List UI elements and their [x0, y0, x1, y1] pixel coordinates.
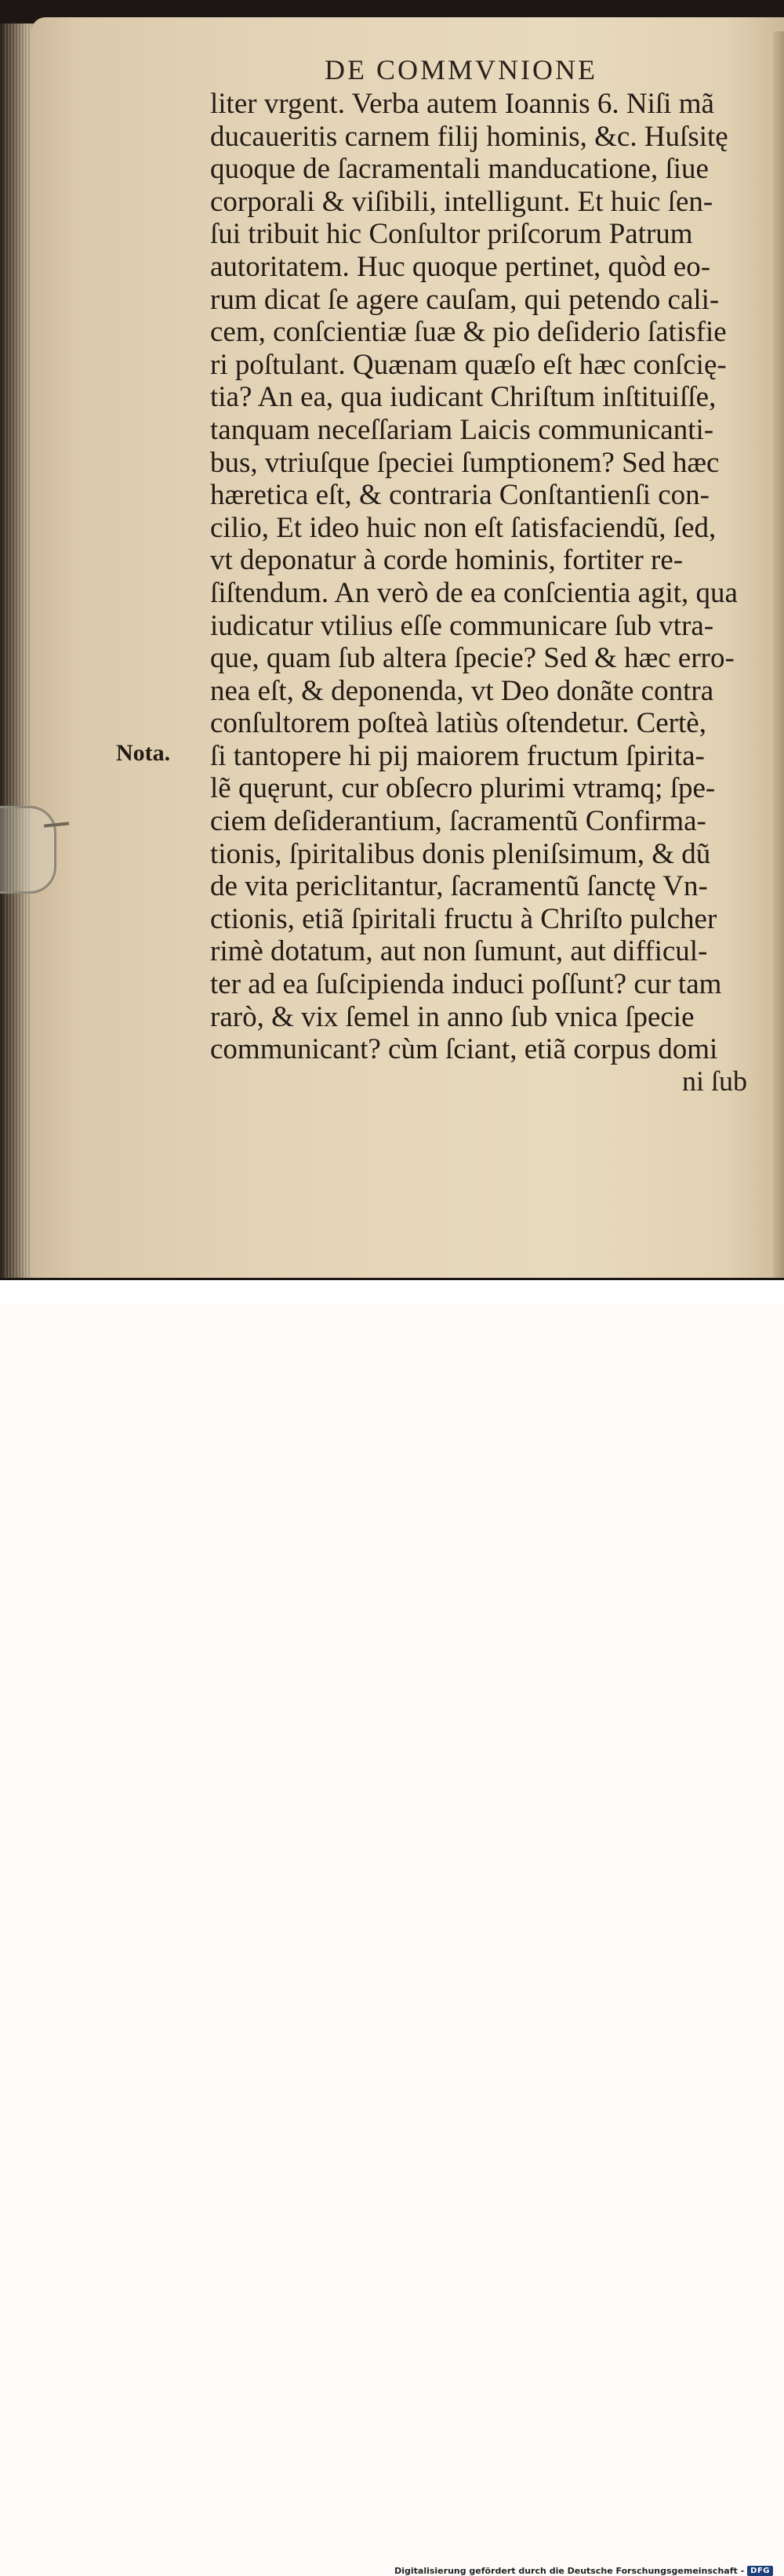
text-line: ſui tribuit hic Conſultor priſcorum Patrum	[210, 218, 693, 251]
credit-text: Digitalisierung gefördert durch die Deutsche Forschungsgemeinschaft -	[394, 2566, 745, 2576]
text-line: hæretica eſt, & contraria Conſtantienſi con-	[210, 479, 710, 512]
running-head: DE COMMVNIONE	[325, 54, 597, 85]
text-line: tanquam neceſſariam Laicis communicanti-	[210, 413, 714, 446]
page-edges	[5, 24, 33, 1278]
text-line: autoritatem. Huc quoque pertinet, quòd eo-	[210, 250, 711, 283]
text-line: nea eſt, & deponenda, vt Deo donãte contra	[210, 674, 714, 707]
text-line: ctionis, etiã ſpiritali fructu à Chriſto pulcher	[210, 902, 717, 935]
main-text	[210, 88, 782, 1066]
text-line: communicant? cùm ſciant, etiã corpus domi	[210, 1033, 718, 1066]
text-line: conſultorem poſteà latiùs oſtendetur. Certè,	[210, 707, 706, 740]
bookmark-ribbon	[0, 806, 56, 894]
text-line: tionis, ſpiritalibus donis pleniſsimum, & dũ	[210, 837, 711, 870]
text-line: rimè dotatum, aut non ſumunt, aut difficul-	[210, 935, 708, 968]
dfg-logo: DFG	[747, 2566, 773, 2576]
text-line: corporali & viſibili, intelligunt. Et huic ſen-	[210, 185, 713, 218]
footer-strip	[0, 1280, 784, 2576]
text-line: ciem deſiderantium, ſacramentũ Confirma-	[210, 805, 706, 838]
text-line: bus, vtriuſque ſpeciei ſumptionem? Sed hæc	[210, 446, 720, 479]
text-line: lẽ quęrunt, cur obſecro plurimi vtramq; ſpe-	[210, 772, 716, 805]
margin-note: Nota.	[116, 740, 171, 766]
text-line: rum dicat ſe agere cauſam, qui petendo cali-	[210, 283, 720, 316]
text-line: cilio, Et ideo huic non eſt ſatisfaciendũ, ſed,	[210, 511, 717, 544]
text-line: rarò, & vix ſemel in anno ſub vnica ſpecie	[210, 1000, 695, 1033]
text-line: ducaueritis carnem filij hominis, &c. Huſsitę	[210, 120, 728, 153]
catchword: ni ſub	[682, 1065, 748, 1097]
text-line: tia? An ea, qua iudicant Chriſtum inſtituiſſe,	[210, 381, 717, 414]
text-line: liter vrgent. Verba autem Ioannis 6. Niſi mã	[210, 88, 714, 120]
digitization-credit	[394, 2566, 773, 2576]
text-line: que, quam ſub altera ſpecie? Sed & hæc erro-	[210, 642, 735, 675]
text-line: ſi tantopere hi pij maiorem fructum ſpirita-	[210, 739, 705, 772]
text-line: ter ad ea ſuſcipienda induci poſſunt? cur tam	[210, 968, 722, 1001]
text-line: ri poſtulant. Quænam quæſo eſt hæc conſcię-	[210, 348, 727, 381]
text-line: vt deponatur à corde hominis, fortiter re-	[210, 544, 684, 577]
text-line: cem, conſcientiæ ſuæ & pio deſiderio ſatisfie	[210, 316, 727, 349]
text-line: ſiſtendum. An verò de ea conſcientia agit, qua	[210, 576, 738, 609]
text-line: de vita periclitantur, ſacramentũ ſanctę Vn-	[210, 870, 708, 903]
text-line: quoque de ſacramentali manducatione, ſiue	[210, 153, 709, 186]
text-line: iudicatur vtilius eſſe communicare ſub vtra-	[210, 609, 714, 642]
